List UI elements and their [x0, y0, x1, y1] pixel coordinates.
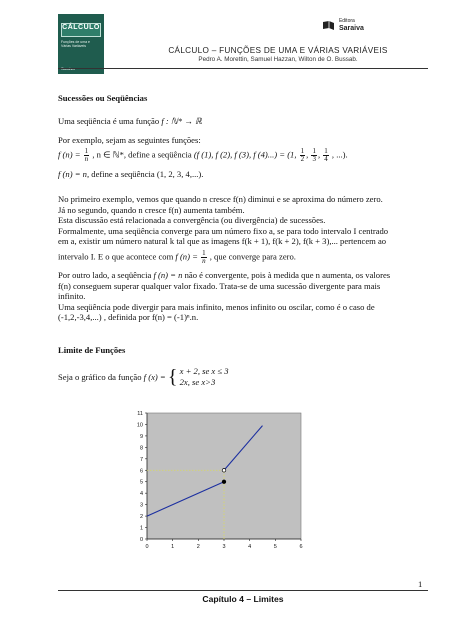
example-2-text: define a seqüência (1, 2, 3, 4,...). — [91, 169, 204, 179]
x-tick-label: 4 — [248, 544, 252, 550]
x-tick-label: 2 — [196, 544, 200, 550]
y-tick-label: 11 — [137, 411, 143, 417]
example-1-lhs: f (n) = — [58, 149, 81, 160]
fraction-numerator: 1 — [324, 147, 328, 155]
example-1-tail: , ...). — [331, 149, 348, 160]
convergence-fraction — [201, 250, 207, 265]
text-fragment: Por outro lado, a seqüência — [58, 270, 152, 280]
text-line: Já no segundo, quando n cresce f(n) aumenta também. — [58, 204, 245, 215]
section-heading-sequences: Sucessões ou Seqüências — [58, 93, 148, 103]
y-tick-label: 8 — [139, 445, 143, 452]
fraction-denominator: n — [202, 257, 206, 265]
piecewise-chart — [125, 405, 325, 555]
example-2-line — [58, 169, 203, 180]
y-tick-label: 5 — [139, 479, 143, 486]
example-1-fraction — [300, 148, 306, 163]
text-line: Formalmente, uma seqüência converge para um número fixo a, se para todo intervalo I centrado — [58, 225, 389, 236]
sequence-definition — [58, 116, 202, 127]
book-cover-subtitle-line: Funções de uma e — [61, 40, 90, 44]
y-tick-label: 10 — [136, 422, 143, 429]
text-fragment: intervalo I. E o que acontece com — [58, 251, 174, 262]
fraction-numerator: 1 — [300, 147, 305, 155]
fraction-denominator: 4 — [324, 155, 328, 163]
convergence-function-lhs: f (n) = — [175, 251, 198, 262]
example-1-domain: , n ∈ ℕ*, define a seqüência — [92, 149, 192, 160]
piecewise-case: x + 2, se x ≤ 3 — [179, 366, 229, 376]
piecewise-cases — [180, 366, 229, 388]
fraction-numerator: 1 — [312, 147, 316, 155]
fraction-denominator: 2 — [300, 155, 305, 163]
text-line: Esta discussão está relacionada a convergência (ou divergência) de sucessões. — [58, 215, 326, 225]
sequence-definition-function: f : ℕ* → ℝ — [161, 116, 202, 126]
y-tick-label: 7 — [139, 456, 143, 463]
examples-intro: Por exemplo, sejam as seguintes funções: — [58, 135, 201, 145]
y-tick-label: 6 — [139, 468, 143, 475]
open-point — [222, 468, 226, 472]
text-line: f(n) conseguem superar qualquer valor fixado. Trata-se de uma sucessão divergente para mais — [58, 280, 381, 291]
x-tick-label: 0 — [145, 544, 149, 550]
header-divider — [58, 68, 428, 69]
sequence-definition-text: Uma seqüência é uma função — [58, 116, 160, 126]
y-tick-label: 3 — [139, 502, 143, 509]
text-line — [58, 270, 430, 281]
text-line: em a, existir um número natural k tal que as imagens f(k + 1), f(k + 2), f(k + 3),... pertencem ao — [58, 236, 387, 246]
text-line: (-1,2,-3,4,...) , definida por f(n) = (-1)ⁿ.n. — [58, 312, 199, 322]
piecewise-brace: { — [167, 366, 178, 388]
paragraph-examples — [58, 194, 430, 247]
page-header-title: CÁLCULO – FUNÇÕES DE UMA E VÁRIAS VARIÁVEIS — [168, 46, 388, 55]
example-1-fraction — [323, 148, 329, 163]
text-line: infinito. — [58, 291, 86, 301]
fraction-numerator: 1 — [202, 249, 206, 257]
paragraph-divergence — [58, 270, 430, 323]
piecewise-lhs: f (x) = — [143, 371, 166, 382]
piecewise-function — [58, 366, 229, 388]
x-tick-label: 5 — [273, 544, 277, 550]
example-2-lhs: f (n) = n, — [58, 169, 90, 179]
piecewise-intro: Seja o gráfico da função — [58, 371, 142, 382]
text-line: No primeiro exemplo, vemos que quando n cresce f(n) diminui e se aproxima do número zero. — [58, 194, 383, 204]
y-tick-label: 1 — [139, 525, 143, 532]
footer-divider — [58, 590, 428, 591]
publisher-logo-icon — [322, 20, 335, 31]
piecewise-case: 2x, se x>3 — [179, 377, 216, 387]
page-number: 1 — [418, 579, 423, 589]
text-fragment: , que converge para zero. — [209, 251, 296, 262]
section-heading-limits: Limite de Funções — [58, 345, 126, 355]
footer-chapter: Capítulo 4 – Limites — [202, 594, 284, 604]
fraction-denominator: n — [84, 155, 89, 163]
example-1-line: f (n) = $\frac{1}{n}$ , n ∈ ℕ*, define a seqüência (f (1), f (2), f (3), f (4)...) = (1, $\frac{1}{2}$ , $\frac{1}{3}$ , $\frac{1}{4}$ , ...). — [58, 147, 348, 163]
book-cover-subtitle-line: Várias Variáveis — [61, 44, 87, 48]
x-tick-label: 3 — [222, 544, 226, 550]
example-1-seq: (f (1), f (2), f (3), f (4)...) = (1, — [193, 149, 297, 160]
paragraph-convergence-example — [58, 250, 296, 265]
y-tick-label: 2 — [139, 514, 143, 521]
page-header-authors: Pedro A. Morettin, Samuel Hazzan, Wilton de O. Bussab. — [198, 56, 358, 63]
x-tick-label: 6 — [299, 544, 303, 550]
divergence-function: f (n) = n — [153, 270, 183, 280]
example-1-fraction — [311, 148, 317, 163]
y-tick-label: 9 — [139, 433, 143, 440]
y-tick-label: 4 — [139, 491, 143, 498]
fraction-denominator: 3 — [312, 155, 316, 163]
book-cover-subtitle — [61, 40, 101, 48]
closed-point — [222, 480, 226, 484]
publisher-logo-line1: Editora — [338, 18, 355, 24]
book-cover-title: CÁLCULO — [62, 24, 100, 31]
fraction-numerator: 1 — [84, 147, 89, 155]
text-line: Uma seqüência pode divergir para mais infinito, menos infinito ou oscilar, como é o caso de — [58, 301, 375, 312]
book-cover — [58, 14, 104, 74]
y-tick-label: 0 — [139, 537, 143, 543]
x-tick-label: 1 — [171, 544, 175, 550]
text-fragment: não é convergente, pois à medida que n aumenta, os valores — [184, 270, 391, 280]
publisher-logo-line2: Saraiva — [338, 25, 364, 32]
publisher-logo — [322, 18, 364, 32]
example-1-fraction — [84, 148, 90, 163]
